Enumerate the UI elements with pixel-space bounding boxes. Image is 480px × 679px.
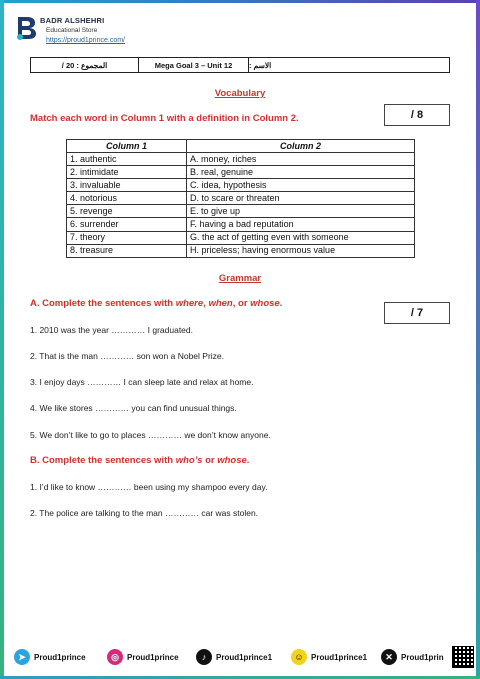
social-label: Proud1prince xyxy=(34,652,86,662)
vocabulary-instruction: Match each word in Column 1 with a definition in Column 2. xyxy=(30,113,299,124)
grammar-part-b-instruction xyxy=(30,455,249,466)
word-cell: 7. theory xyxy=(67,231,187,244)
word-cell: 4. notorious xyxy=(67,192,187,205)
brand-logo-icon xyxy=(16,15,38,41)
part-a-lead: A. Complete the sentences with xyxy=(30,298,176,309)
definition-cell: B. real, genuine xyxy=(187,166,415,179)
sentence-a-4: 4. We like stores ………… you can find unusual things. xyxy=(30,403,237,413)
sentence-a-3: 3. I enjoy days ………… I can sleep late and relax at home. xyxy=(30,377,254,387)
tiktok-icon: ♪ xyxy=(196,649,212,665)
sentence-b-2: 2. The police are talking to the man ………… car was stolen. xyxy=(30,508,259,518)
social-tiktok[interactable] xyxy=(196,646,272,668)
part-b-word-whos: who’s xyxy=(175,455,203,466)
total-score-cell: المجموع : 20 / xyxy=(31,58,139,72)
sentence-a-2: 2. That is the man ………… son won a Nobel Prize. xyxy=(30,351,225,361)
table-row xyxy=(67,166,415,179)
frame-right-border xyxy=(476,0,480,679)
vocabulary-score-box: / 8 xyxy=(384,104,450,126)
vocabulary-heading: Vocabulary xyxy=(214,88,266,99)
word-cell: 8. treasure xyxy=(67,244,187,257)
table-header-row xyxy=(67,140,415,153)
part-b-word-whose: whose xyxy=(217,455,247,466)
definition-cell: H. priceless; having enormous value xyxy=(187,244,415,257)
frame-top-border xyxy=(0,0,480,3)
word-cell: 3. invaluable xyxy=(67,179,187,192)
social-snapchat[interactable] xyxy=(291,646,367,668)
sentence-a-5: 5. We don’t like to go to places ………… we don’t know anyone. xyxy=(30,430,271,440)
part-b-end: . xyxy=(246,455,250,466)
table-row xyxy=(67,218,415,231)
word-cell: 2. intimidate xyxy=(67,166,187,179)
column-2-header: Column 2 xyxy=(187,140,415,153)
social-x[interactable] xyxy=(381,646,444,668)
brand-url-link[interactable]: https://proud1prince.com/ xyxy=(46,37,125,44)
word-cell: 1. authentic xyxy=(67,153,187,166)
grammar-part-a-instruction xyxy=(30,298,282,309)
social-label: Proud1prince1 xyxy=(311,652,368,662)
word-cell: 6. surrender xyxy=(67,218,187,231)
definition-cell: F. having a bad reputation xyxy=(187,218,415,231)
social-label: Proud1prince1 xyxy=(216,652,273,662)
brand-name: BADR ALSHEHRI xyxy=(40,16,105,25)
student-name-field[interactable]: الاسم : xyxy=(249,60,272,70)
column-1-header: Column 1 xyxy=(67,140,187,153)
instagram-icon: ◎ xyxy=(107,649,123,665)
word-cell: 5. revenge xyxy=(67,205,187,218)
social-label: Proud1prin xyxy=(401,652,444,662)
part-b-sep: or xyxy=(202,455,218,466)
table-row xyxy=(67,179,415,192)
social-telegram[interactable] xyxy=(14,646,86,668)
grammar-score-box: / 7 xyxy=(384,302,450,324)
definition-cell: A. money, riches xyxy=(187,153,415,166)
definition-cell: G. the act of getting even with someone xyxy=(187,231,415,244)
table-row xyxy=(67,153,415,166)
grammar-heading: Grammar xyxy=(218,273,262,284)
part-a-word-whose: whose xyxy=(250,298,280,309)
brand-block xyxy=(40,16,125,46)
snapchat-icon: ☺ xyxy=(291,649,307,665)
social-label: Proud1prince xyxy=(127,652,179,662)
x-icon: ✕ xyxy=(381,649,397,665)
telegram-icon: ➤ xyxy=(14,649,30,665)
table-row xyxy=(67,205,415,218)
part-b-lead: B. Complete the sentences with xyxy=(30,455,176,466)
part-a-sep: , or xyxy=(232,298,251,309)
unit-cell: Mega Goal 3 – Unit 12 xyxy=(139,58,249,72)
part-a-end: . xyxy=(279,298,283,309)
part-a-sep: , xyxy=(203,298,209,309)
definition-cell: E. to give up xyxy=(187,205,415,218)
sentence-b-1: 1. I’d like to know ………… been using my shampoo every day. xyxy=(30,482,268,492)
social-instagram[interactable] xyxy=(107,646,179,668)
brand-subtitle: Educational Store xyxy=(46,27,98,34)
part-a-word-where: where xyxy=(175,298,204,309)
social-footer xyxy=(0,646,480,668)
sentence-a-1: 1. 2010 was the year ………… I graduated. xyxy=(30,325,194,335)
definition-cell: D. to scare or threaten xyxy=(187,192,415,205)
qr-code-icon[interactable] xyxy=(452,646,474,668)
frame-left-border xyxy=(0,0,4,679)
definition-cell: C. idea, hypothesis xyxy=(187,179,415,192)
table-row xyxy=(67,231,415,244)
matching-table xyxy=(66,139,415,258)
table-row xyxy=(67,244,415,257)
part-a-word-when: when xyxy=(208,298,233,309)
student-info-bar xyxy=(30,57,450,73)
table-row xyxy=(67,192,415,205)
